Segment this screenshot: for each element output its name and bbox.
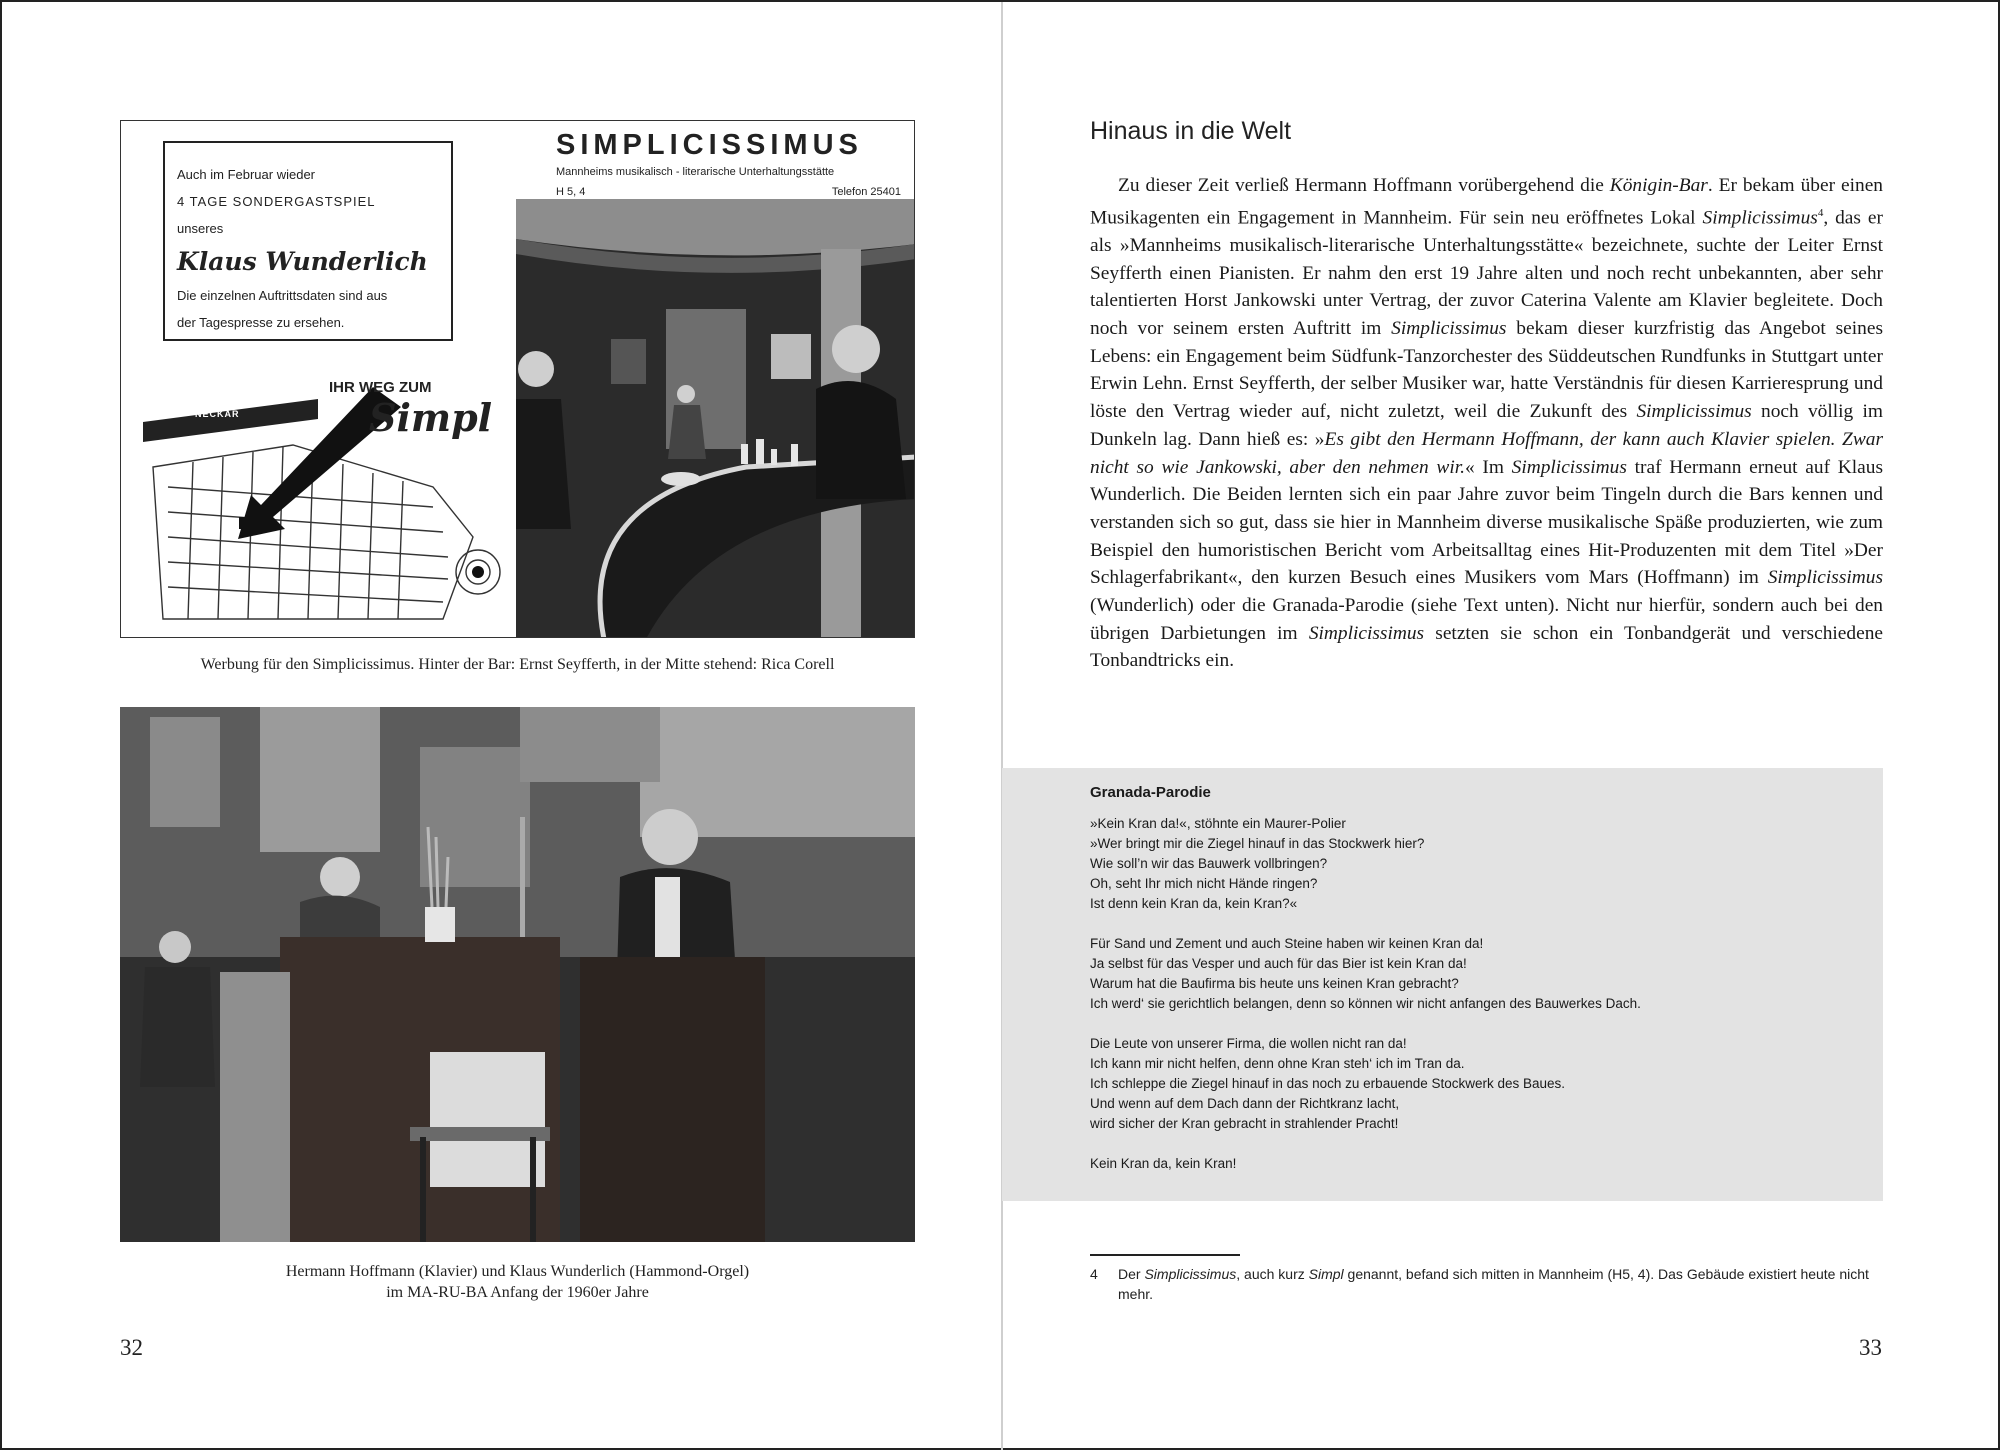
body-text <box>1090 172 1883 675</box>
text-run: Zu dieser Zeit verließ Hermann Hoffmann vorübergehend die <box>1118 175 1610 196</box>
sidebar-box-granada <box>1002 768 1883 1201</box>
poem-stanza <box>1090 1034 1883 1134</box>
poem-line: Und wenn auf dem Dach dann der Richtkranz lacht, <box>1090 1096 1400 1111</box>
poem-line: Ja selbst für das Vesper und auch für das Bier ist kein Kran da! <box>1090 956 1467 971</box>
ad-phone: Telefon 25401 <box>831 186 901 198</box>
ad-artist-name: Klaus Wunderlich <box>177 247 428 276</box>
text-run: noch völlig im Dunkeln lag. Dann hieß es: » <box>1090 401 1883 450</box>
italic-run: Es gibt den Hermann Hoffmann, der kann auch Klavier spielen. Zwar nicht so wie Jankowski, aber den nehmen wir. <box>1090 428 1883 478</box>
italic-run: Simplicissimus <box>1636 401 1752 423</box>
map-river-label: NECKAR <box>195 409 240 419</box>
footnote-rule <box>1090 1254 1240 1256</box>
italic-run: Simplicissimus <box>1767 567 1883 589</box>
italic-run: Simplicissimus <box>1702 207 1818 229</box>
ad-subtitle: Mannheims musikalisch - literarische Unterhaltungsstätte <box>556 166 835 178</box>
text-run: . Er bekam über einen Musikagenten ein Engagement in Mannheim. Für sein neu eröffnetes Lokal <box>1090 175 1884 229</box>
text-run: setzten sie schon ein Tonbandgerät und verschiedene Tonbandtricks ein. <box>1090 622 1883 672</box>
body-paragraph <box>1090 172 1883 675</box>
poem-line: Wie soll’n wir das Bauwerk vollbringen? <box>1090 856 1328 871</box>
poem-line: Ich werd‘ sie gerichtlich belangen, denn so können wir nicht anfangen des Bauwerkes Dach. <box>1090 996 1641 1011</box>
poem-line: Ich schleppe die Ziegel hinauf in das noch zu erbauende Stockwerk des Baues. <box>1090 1076 1566 1091</box>
italic-run: Simplicissimus <box>1511 456 1627 478</box>
poem-line: Oh, seht Ihr mich nicht Hände ringen? <box>1090 876 1318 891</box>
ad-address: H 5, 4 <box>556 186 586 198</box>
caption-stage-photo <box>120 1261 915 1303</box>
poem-stanza <box>1090 934 1883 1014</box>
poem-line: »Kein Kran da!«, stöhnte ein Maurer-Polier <box>1090 816 1346 831</box>
poem-line: »Wer bringt mir die Ziegel hinauf in das Stockwerk hier? <box>1090 836 1425 851</box>
ad-header <box>556 129 901 198</box>
box-title: Granada-Parodie <box>1090 784 1211 801</box>
italic-run: Simpl <box>1308 1266 1344 1282</box>
text-run: , auch kurz <box>1236 1266 1309 1282</box>
poem-line: Kein Kran da, kein Kran! <box>1090 1156 1237 1171</box>
poem-stanzas <box>1090 814 1883 1174</box>
caption-line: im MA-RU-BA Anfang der 1960er Jahre <box>386 1284 649 1301</box>
poem-stanza <box>1090 814 1883 914</box>
ad-brand: SIMPLICISSIMUS <box>556 129 863 161</box>
ad-notice-line: unseres <box>177 221 224 236</box>
stage-photo <box>120 707 915 1242</box>
poem-line: Warum hat die Baufirma bis heute uns keinen Kran gebracht? <box>1090 976 1459 991</box>
page-number-right: 33 <box>1859 1335 1882 1360</box>
map-title: IHR WEG ZUM <box>329 379 432 396</box>
text-run: genannt, befand sich mitten in Mannheim (H5, 4). Das Gebäude existiert heute nicht mehr. <box>1118 1266 1869 1302</box>
text-run: , das er als »Mannheims musikalisch-literarische Unterhaltungsstätte« bezeichnete, suchte der Leiter Ernst Seyfferth einen Pianisten. Er nahm den erst 19 Jahre alten und noch recht unbekannten, aber sehr talentierten Horst Jankowski unter Vertrag, der zuvor Caterina Valente am Klavier begleitete. Doch noch vor seinem ersten Auftritt im <box>1090 207 1883 339</box>
poem-line: wird sicher der Kran gebracht in strahlender Pracht! <box>1090 1116 1399 1131</box>
text-run: « Im <box>1464 456 1512 478</box>
footnote <box>1090 1264 1883 1304</box>
page-gutter <box>1001 2 1003 1450</box>
text-run: (Wunderlich) oder die Granada-Parodie (siehe Text unten). Nicht nur hierfür, sondern auch bei den übrigen Darbietungen im <box>1090 595 1883 644</box>
poem-line: Ist denn kein Kran da, kein Kran?« <box>1090 896 1298 911</box>
poem-line: Ich kann mir nicht helfen, denn ohne Kran steh‘ ich im Tran da. <box>1090 1056 1465 1071</box>
page-number-left: 32 <box>120 1335 143 1360</box>
footnote-text <box>1118 1264 1883 1304</box>
text-run: bekam dieser kurzfristig das Angebot seines Lebens: ein Engagement beim Südfunk-Tanzorchester des Süddeutschen Rundfunks in Stuttgart unter Erwin Lehn. Ernst Seyfferth, der selber Musiker war, hatte Verständnis für diesen Karrieresprung und löste den Vertrag wieder auf, nicht zuletzt, weil die Zukunft des <box>1090 317 1883 423</box>
text-run: Der <box>1118 1266 1145 1282</box>
ad-notice-box <box>163 141 453 341</box>
ad-notice-line: 4 TAGE SONDERGASTSPIEL <box>177 194 376 209</box>
section-heading: Hinaus in die Welt <box>1090 117 1292 145</box>
advertisement-image <box>120 120 915 638</box>
ad-notice-line: Auch im Februar wieder <box>177 167 315 182</box>
map-logo: Simpl <box>369 395 493 440</box>
poem-stanza <box>1090 1154 1883 1174</box>
italic-run: Königin-Bar <box>1609 175 1708 196</box>
italic-run: Simplicissimus <box>1391 317 1507 339</box>
italic-run: Simplicissimus <box>1308 622 1425 644</box>
text-run: traf Hermann erneut auf Klaus Wunderlich. Die Beiden lernten sich ein paar Jahre zuvor beim Tingeln durch die Bars kennen und verstanden sich so gut, dass sie hier in Mannheim diverse musikalische Späße produzierten, wie zum Beispiel den humoristischen Bericht vom Arbeitsalltag eines Hit-Produzenten mit dem Titel »Der Schlagerfabrikant«, den kurzen Besuch eines Musikers vom Mars (Hoffmann) im <box>1090 456 1883 589</box>
caption-advertisement: Werbung für den Simplicissimus. Hinter der Bar: Ernst Seyfferth, in der Mitte stehend: Rica Corell <box>200 656 835 673</box>
italic-run: Simplicissimus <box>1144 1266 1237 1282</box>
bar-photo <box>516 199 915 638</box>
poem-line: Für Sand und Zement und auch Steine haben wir keinen Kran da! <box>1090 936 1484 951</box>
ad-notice-line: der Tagespresse zu ersehen. <box>177 315 345 330</box>
footnote-ref: 4 <box>1817 206 1824 219</box>
footnote-number: 4 <box>1090 1266 1098 1282</box>
caption-line: Hermann Hoffmann (Klavier) und Klaus Wunderlich (Hammond-Orgel) <box>285 1263 750 1280</box>
ad-notice-line: Die einzelnen Auftrittsdaten sind aus <box>177 288 388 303</box>
poem-line: Die Leute von unserer Firma, die wollen nicht ran da! <box>1090 1036 1407 1051</box>
